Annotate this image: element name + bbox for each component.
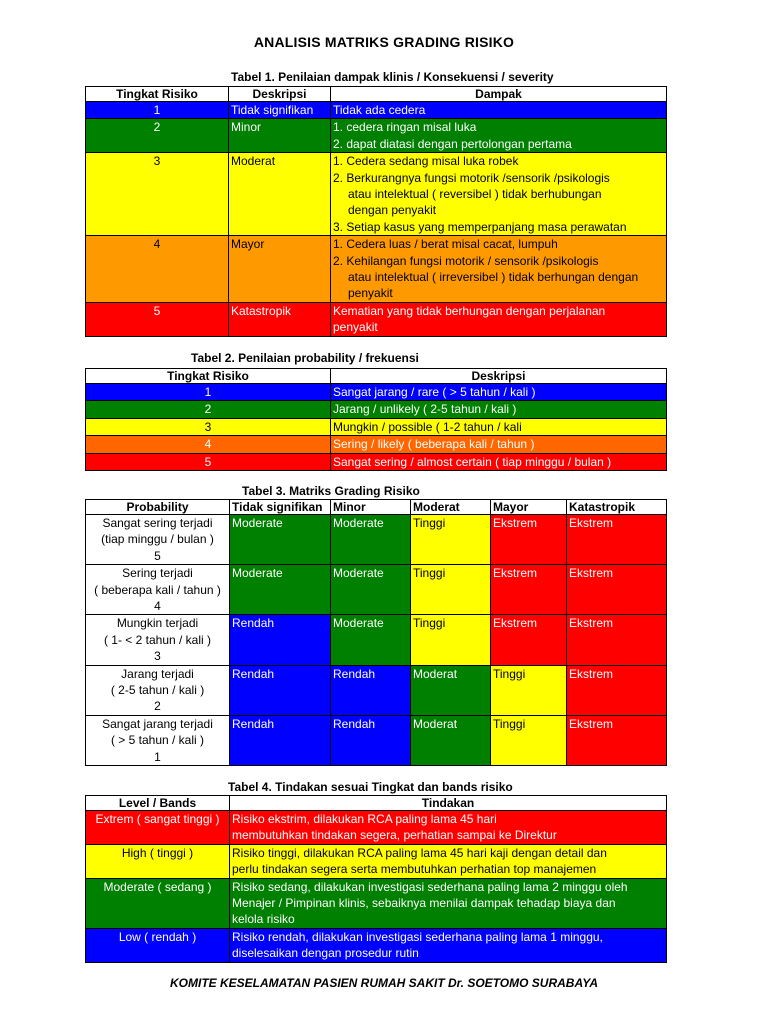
column-header: Probability [86,500,230,515]
probability-range: ( 1- < 2 tahun / kali ) [103,632,212,647]
table-row [86,453,667,470]
table-row [86,878,667,928]
description-cell: Minor [229,119,331,153]
matrix-cell: Moderat [411,715,491,765]
table-row [86,102,667,119]
level-cell: 4 [86,436,331,453]
description-cell: Sering / likely ( beberapa kali / tahun ) [331,436,667,453]
action-cell [230,878,667,928]
impact-line: penyakit [333,320,378,335]
column-header: Dampak [331,87,667,102]
impact-cell [331,119,667,153]
level-cell: 3 [86,153,229,236]
probability-range: (tiap minggu / bulan ) [101,532,214,547]
column-header: Tidak signifikan [230,500,331,515]
action-line: Risiko ekstrim, dilakukan RCA paling lama 45 hari [232,812,497,826]
probability-level: 2 [154,699,161,714]
probability-label: Mungkin terjadi [116,616,199,631]
probability-range: ( > 5 tahun / kali ) [110,733,205,748]
matrix-cell: Moderate [331,615,411,665]
matrix-cell: Rendah [331,715,411,765]
table-row [86,615,667,665]
impact-line: 1. Cedera sedang misal luka robek [333,154,519,169]
table-row [86,844,667,878]
description-cell: Katastropik [229,302,331,336]
column-header: Mayor [491,500,567,515]
column-header: Deskripsi [331,369,667,384]
impact-line: 1. cedera ringan misal luka [333,120,477,135]
table4-caption: Tabel 4. Tindakan sesuai Tingkat dan bands risiko [228,780,513,794]
probability-range: ( beberapa kali / tahun ) [94,582,221,597]
table-row [86,436,667,453]
column-header: Tindakan [230,796,667,811]
impact-line: 2. Kehilangan fungsi motorik / sensorik /psikologis [333,253,599,268]
description-cell: Mayor [229,236,331,303]
band-cell: High ( tinggi ) [86,844,230,878]
probability-level: 4 [154,599,161,614]
column-header: Deskripsi [229,87,331,102]
matrix-cell: Rendah [230,715,331,765]
matrix-cell: Moderat [411,665,491,715]
description-cell: Jarang / unlikely ( 2-5 tahun / kali ) [331,401,667,418]
action-line: Risiko tinggi, dilakukan RCA paling lama 45 hari kaji dengan detail dan [232,845,607,860]
matrix-cell: Ekstrem [567,665,667,715]
matrix-cell: Ekstrem [491,565,567,615]
impact-line: Kematian yang tidak berhungan dengan perjalanan [333,303,606,318]
table-row [86,418,667,435]
level-cell: 2 [86,401,331,418]
probability-cell [86,565,230,615]
footer-text: KOMITE KESELAMATAN PASIEN RUMAH SAKIT Dr. SOETOMO SURABAYA [169,976,598,990]
table-row [86,515,667,565]
table-header-row [86,796,667,811]
actions-table [85,795,667,963]
column-header: Moderat [411,500,491,515]
table-header-row [86,87,667,102]
description-cell: Moderat [229,153,331,236]
probability-level: 3 [154,649,161,664]
impact-line: Tidak ada cedera [333,103,426,117]
column-header: Level / Bands [86,796,230,811]
action-line: Menajer / Pimpinan klinis, sebaiknya menilai dampak tehadap biaya dan [232,896,616,911]
table-header-row [86,369,667,384]
page-title: ANALISIS MATRIKS GRADING RISIKO [253,34,515,50]
matrix-cell: Rendah [331,665,411,715]
level-cell: 2 [86,119,229,153]
matrix-cell: Rendah [230,665,331,715]
table-row [86,302,667,336]
column-header: Katastropik [567,500,667,515]
impact-line: penyakit [348,286,393,301]
level-cell: 4 [86,236,229,303]
action-line: membutuhkan tindakan segera, perhatian sampai ke Direktur [232,828,557,843]
matrix-cell: Ekstrem [567,515,667,565]
table2-caption: Tabel 2. Penilaian probability / frekuensi [191,351,419,365]
table1-caption: Tabel 1. Penilaian dampak klinis / Konsekuensi / severity [231,70,554,84]
matrix-cell: Moderate [331,515,411,565]
impact-line: 2. dapat diatasi dengan pertolongan pertama [333,136,572,151]
column-header: Tingkat Risiko [86,87,229,102]
probability-label: Sangat jarang terjadi [102,716,213,731]
table-row [86,384,667,401]
probability-level: 5 [154,548,161,563]
level-cell: 5 [86,302,229,336]
impact-line: atau intelektual ( reversibel ) tidak berhubungan [348,187,602,202]
level-cell: 5 [86,453,331,470]
impact-line: 2. Berkurangnya fungsi motorik /sensorik /psikologis [333,170,610,185]
probability-cell [86,715,230,765]
table-row [86,665,667,715]
matrix-cell: Moderate [331,565,411,615]
level-cell: 3 [86,418,331,435]
table-row [86,153,667,236]
matrix-cell: Ekstrem [567,715,667,765]
action-cell [230,844,667,878]
probability-label: Jarang terjadi [121,666,194,681]
matrix-cell: Ekstrem [567,615,667,665]
matrix-cell: Moderate [230,515,331,565]
action-line: Risiko sedang, dilakukan investigasi sederhana paling lama 2 minggu oleh [232,879,628,894]
description-cell: Sangat sering / almost certain ( tiap minggu / bulan ) [331,453,667,470]
matrix-cell: Tinggi [411,615,491,665]
matrix-cell: Ekstrem [491,515,567,565]
table-row [86,401,667,418]
probability-cell [86,615,230,665]
probability-label: Sangat sering terjadi [102,516,213,530]
matrix-cell: Tinggi [491,665,567,715]
description-cell: Sangat jarang / rare ( > 5 tahun / kali ) [331,384,667,401]
column-header: Tingkat Risiko [86,369,331,384]
probability-table [85,368,667,471]
probability-range: ( 2-5 tahun / kali ) [110,683,205,698]
probability-cell [86,665,230,715]
impact-cell [331,153,667,236]
impact-line: 1. Cedera luas / berat misal cacat, lumpuh [333,237,558,252]
description-cell: Mungkin / possible ( 1-2 tahun / kali [331,418,667,435]
table-row [86,119,667,153]
impact-line: 3. Setiap kasus yang memperpanjang masa perawatan [333,219,627,234]
matrix-cell: Tinggi [491,715,567,765]
action-line: kelola risiko [232,912,295,927]
matrix-cell: Moderate [230,565,331,615]
severity-table [85,86,667,337]
action-line: Risiko rendah, dilakukan investigasi sederhana paling lama 1 minggu, [232,929,603,944]
table-header-row [86,500,667,515]
matrix-cell: Ekstrem [491,615,567,665]
table-row [86,236,667,303]
matrix-cell: Tinggi [411,565,491,615]
matrix-cell: Ekstrem [567,565,667,615]
action-cell [230,928,667,962]
description-cell: Tidak signifikan [229,102,331,119]
level-cell: 1 [86,384,331,401]
impact-line: atau intelektual ( irreversibel ) tidak berhungan dengan [348,270,639,285]
impact-line: dengan penyakit [348,203,437,218]
column-header: Minor [331,500,411,515]
band-cell: Moderate ( sedang ) [86,878,230,928]
action-cell [230,811,667,845]
table-row [86,811,667,845]
level-cell: 1 [86,102,229,119]
table-row [86,715,667,765]
table-row [86,565,667,615]
band-cell: Low ( rendah ) [86,928,230,962]
probability-label: Sering terjadi [122,566,193,581]
impact-cell [331,302,667,336]
action-line: perlu tindakan segera serta membutuhkan perhatian top manajemen [232,862,597,877]
probability-level: 1 [154,749,161,764]
table-row [86,928,667,962]
impact-cell [331,236,667,303]
risk-matrix-table [85,499,667,766]
probability-cell [86,515,230,565]
matrix-cell: Rendah [230,615,331,665]
action-line: diselesaikan dengan prosedur rutin [232,946,419,961]
impact-cell [331,102,667,119]
table3-caption: Tabel 3. Matriks Grading Risiko [242,484,420,498]
matrix-cell: Tinggi [411,515,491,565]
band-cell: Extrem ( sangat tinggi ) [86,811,230,845]
